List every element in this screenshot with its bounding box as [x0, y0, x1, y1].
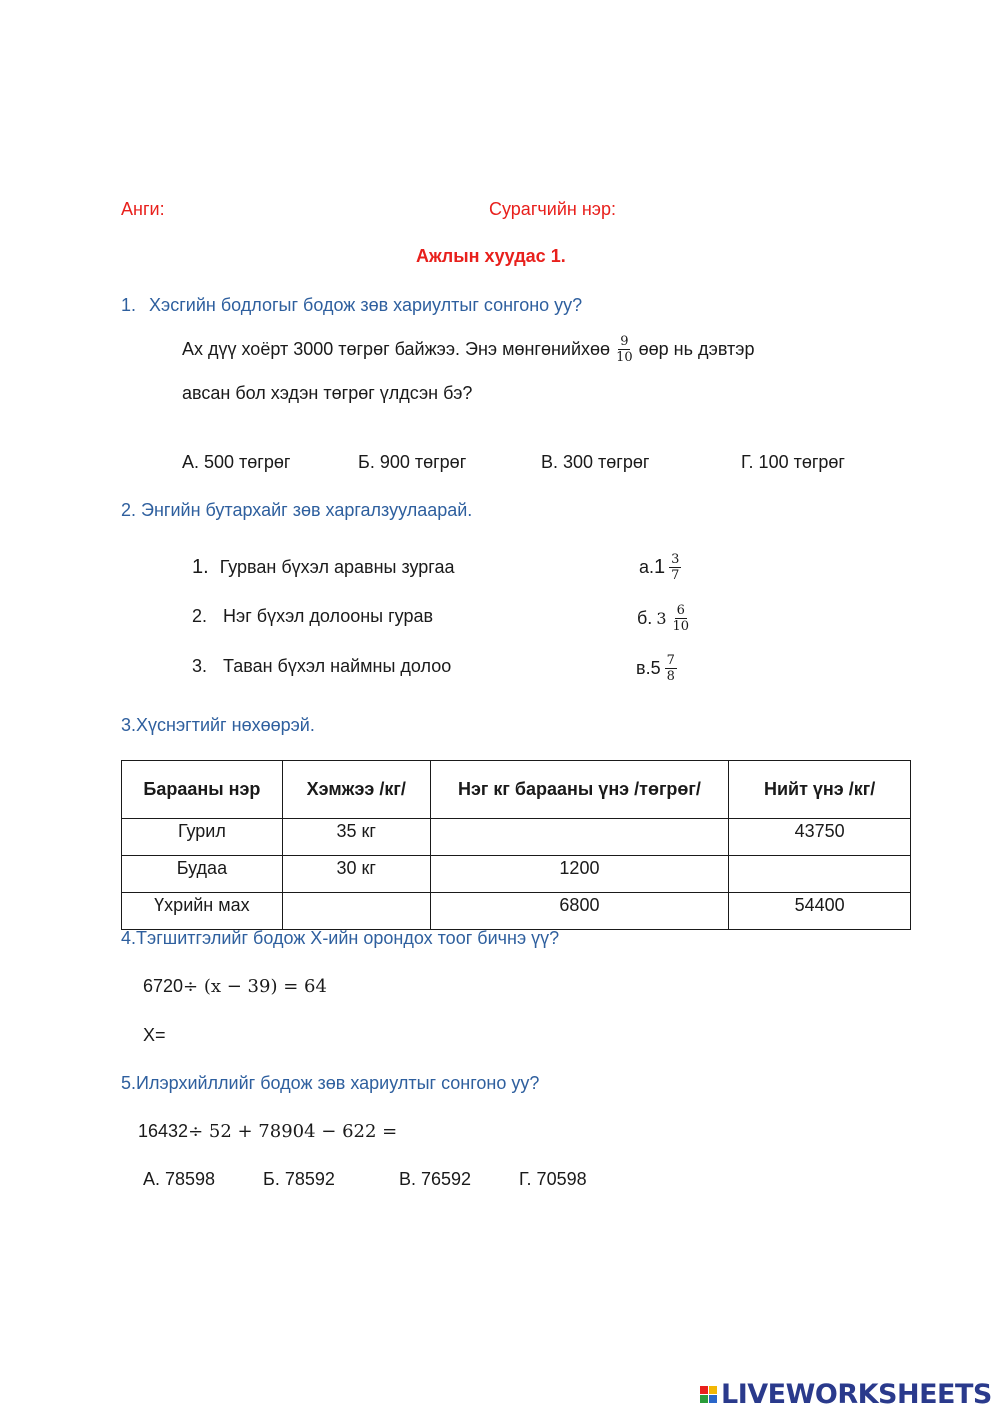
table-cell: 6800: [430, 893, 729, 930]
q2-answer-c-label: в.: [636, 657, 651, 678]
table-cell: 35 кг: [282, 819, 430, 856]
q1-problem-line2: авсан бол хэдэн төгрөг үлдсэн бэ?: [182, 383, 473, 403]
q5-option-d[interactable]: Г. 70598: [519, 1169, 587, 1189]
q2-answer-a-denominator: 7: [671, 567, 680, 583]
q2-answer-a[interactable]: [639, 547, 685, 587]
q1-fraction: [614, 334, 635, 365]
q1-option-a[interactable]: А. 500 төгрөг: [182, 452, 291, 472]
table-cell-blank[interactable]: [729, 856, 911, 893]
q1-text-part1: Ах дүү хоёрт 3000 төгрөг байжээ. Энэ мөнгөнийхөө: [182, 338, 611, 359]
q1-fraction-numerator: 9: [620, 333, 629, 349]
logo-square: [709, 1395, 717, 1403]
q1-prompt-text: Хэсгийн бодлогыг бодож зөв хариултыг сонгоно уу?: [149, 295, 583, 315]
q4-answer-label: X=: [143, 1025, 166, 1045]
table-cell: 54400: [729, 893, 911, 930]
q2-answer-a-label: а.: [639, 556, 655, 577]
liveworksheets-logo: [700, 1379, 992, 1410]
q2-item-2-text: Нэг бүхэл долооны гурав: [223, 606, 434, 626]
q5-expression-rest: ÷ 52 + 78904 − 622 =: [188, 1121, 398, 1142]
table-cell: 30 кг: [282, 856, 430, 893]
table-row: [122, 819, 911, 856]
table-cell: 1200: [430, 856, 729, 893]
q1-option-b[interactable]: Б. 900 төгрөг: [358, 452, 467, 472]
q2-item-1-number: 1.: [192, 556, 209, 578]
goods-table: [121, 760, 911, 930]
table-row: [122, 856, 911, 893]
q2-prompt: 2. Энгийн бутархайг зөв харгалзуулаарай.: [121, 500, 473, 520]
q2-answer-c-numerator: 7: [666, 652, 675, 668]
q2-answer-b-whole: 3: [656, 608, 667, 628]
q1-problem-line1: [182, 331, 754, 367]
page-title: Ажлын хуудас 1.: [416, 246, 566, 266]
q4-equation-lead: 6720: [143, 976, 184, 996]
table-row: [122, 893, 911, 930]
q2-item-3: [192, 656, 451, 677]
q4-prompt: 4.Тэгшитгэлийг бодож Х-ийн орондох тоог бичнэ үү?: [121, 928, 560, 948]
table-cell-blank[interactable]: [430, 819, 729, 856]
table-header-cell: Нийт үнэ /кг/: [729, 761, 911, 819]
q5-option-a[interactable]: А. 78598: [143, 1169, 216, 1189]
table-cell: 43750: [729, 819, 911, 856]
q2-answer-c[interactable]: [636, 648, 681, 688]
q3-prompt: 3.Хүснэгтийг нөхөөрэй.: [121, 715, 315, 735]
table-cell: Гурил: [122, 819, 283, 856]
q2-item-3-text: Таван бүхэл наймны долоо: [223, 656, 452, 676]
table-header-cell: Хэмжээ /кг/: [282, 761, 430, 819]
q1-option-d[interactable]: Г. 100 төгрөг: [741, 452, 845, 472]
logo-square: [700, 1395, 708, 1403]
table-cell: Будаа: [122, 856, 283, 893]
q5-option-b[interactable]: Б. 78592: [263, 1169, 335, 1189]
q2-answer-b-fraction: [671, 603, 692, 634]
student-name-label: Сурагчийн нэр:: [489, 199, 616, 219]
q2-answer-b-numerator: 6: [676, 602, 685, 618]
q2-answer-c-denominator: 8: [666, 668, 675, 684]
q2-item-2: [192, 606, 433, 627]
table-cell-blank[interactable]: [282, 893, 430, 930]
q2-answer-c-fraction: [665, 653, 677, 684]
q4-equation-rest: ÷ (x − 39) = 64: [183, 976, 327, 997]
q2-item-1: [192, 556, 455, 579]
q1-text-part2: өөр нь дэвтэр: [638, 338, 755, 359]
q2-answer-a-whole: 1: [654, 555, 666, 578]
q5-prompt: 5.Илэрхийллийг бодож зөв хариултыг сонгоно уу?: [121, 1073, 540, 1093]
q4-equation: [143, 976, 327, 997]
q1-option-c[interactable]: В. 300 төгрөг: [541, 452, 650, 472]
logo-mark-icon: [700, 1386, 717, 1403]
logo-square: [709, 1386, 717, 1394]
q2-item-2-number: 2.: [192, 606, 208, 626]
q1-number: 1.: [121, 295, 137, 315]
q2-answer-b[interactable]: [637, 598, 695, 638]
q2-answer-b-denominator: 10: [672, 618, 690, 634]
q5-option-c[interactable]: В. 76592: [399, 1169, 472, 1189]
table-cell: Үхрийн мах: [122, 893, 283, 930]
q2-item-3-number: 3.: [192, 656, 208, 676]
table-header-row: [122, 761, 911, 819]
q1-fraction-denominator: 10: [616, 349, 633, 365]
q1-prompt: [121, 295, 582, 316]
table-header-cell: Нэг кг барааны үнэ /төгрөг/: [430, 761, 729, 819]
table-header-cell: Барааны нэр: [122, 761, 283, 819]
logo-square: [700, 1386, 708, 1394]
q2-answer-a-fraction: [669, 552, 681, 583]
q2-answer-a-numerator: 3: [671, 551, 680, 567]
q2-answer-b-label: б.: [637, 607, 653, 628]
q2-answer-c-whole: 5: [650, 657, 661, 678]
class-label: Анги:: [121, 199, 165, 219]
logo-text: LIVEWORKSHEETS: [721, 1379, 992, 1410]
q2-item-1-text: Гурван бүхэл аравны зургаа: [219, 557, 455, 577]
q5-expression: [138, 1121, 397, 1142]
q5-expression-lead: 16432: [138, 1121, 189, 1141]
